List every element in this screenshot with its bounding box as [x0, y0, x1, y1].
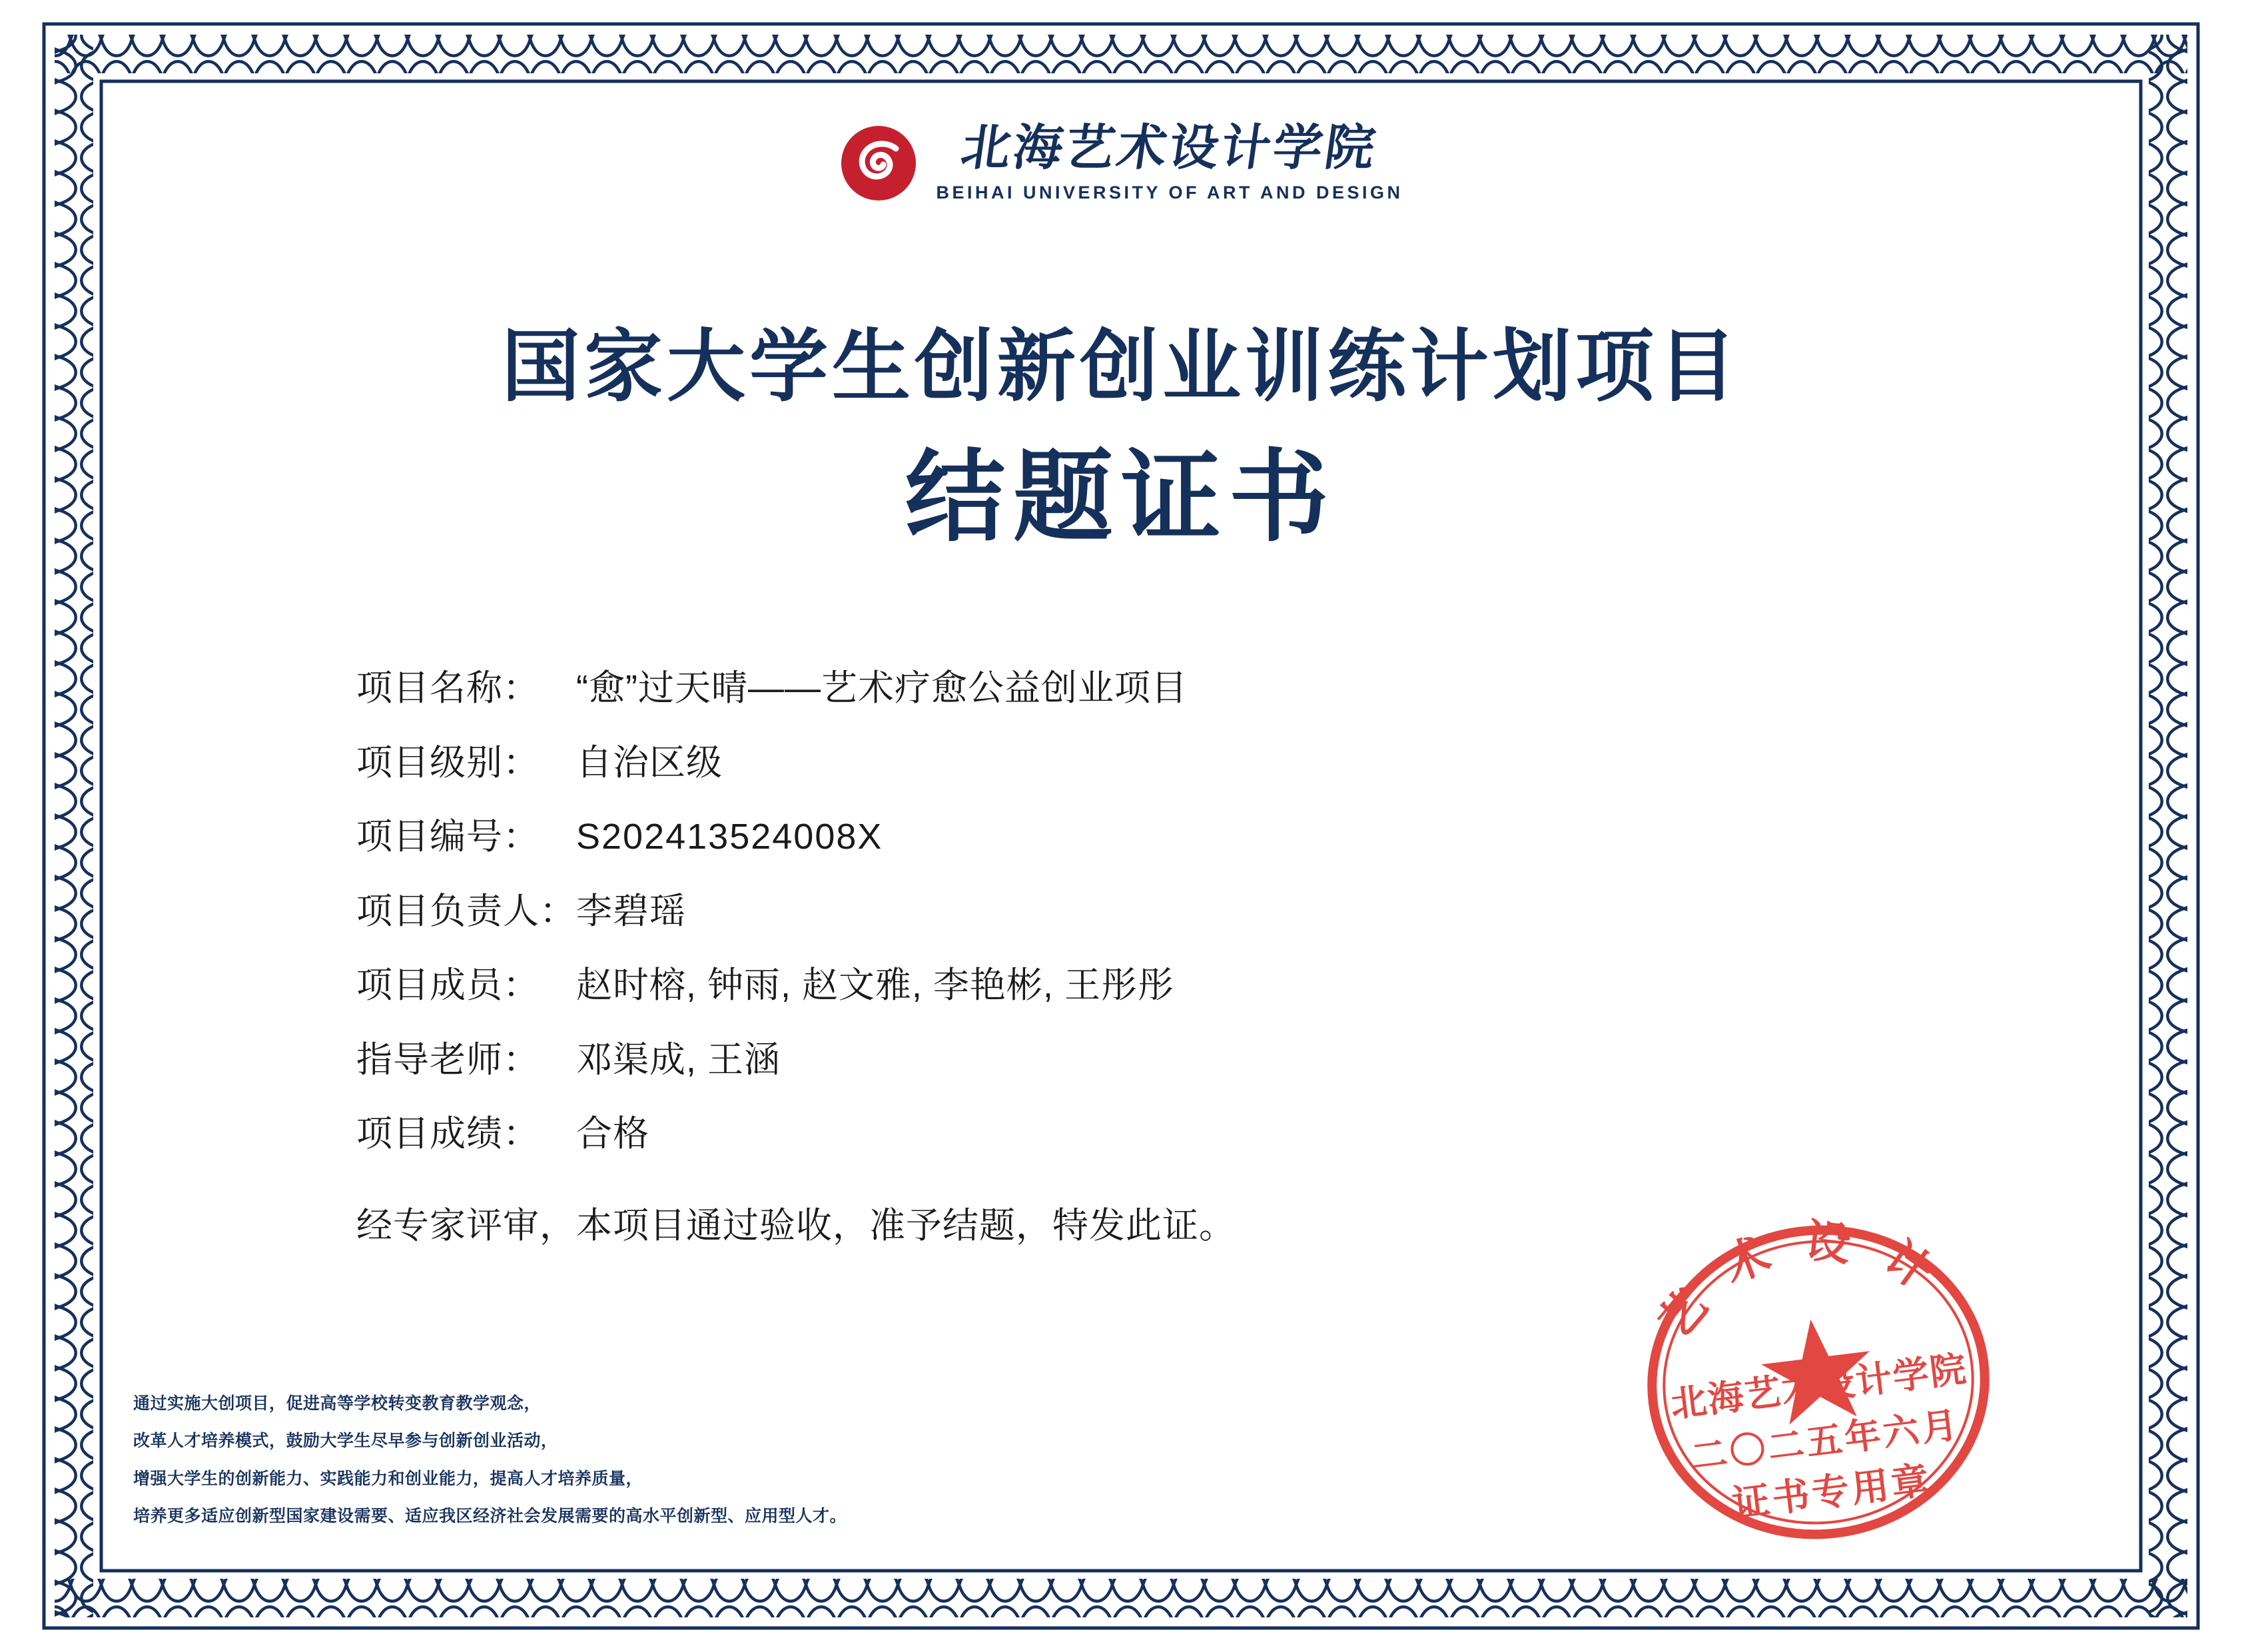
field-label: 项目成绩： — [356, 1114, 540, 1154]
svg-text:艺术设计 — [1640, 1197, 1971, 1352]
field-project-name — [356, 666, 1822, 711]
institution-name-en: BEIHAI UNIVERSITY OF ART AND DESIGN — [936, 182, 1403, 203]
footer-note-line-4: 培养更多适应创新型国家建设需要、适应我区经济社会发展需要的高水平创新型、应用型人才。 — [133, 1507, 847, 1525]
institution-header — [0, 123, 2242, 206]
institution-name-cn: 北海艺术设计学院 — [958, 121, 1381, 176]
official-seal — [1591, 1168, 2047, 1595]
field-value: 赵时榕, 钟雨, 赵文雅, 李艳彬, 王彤彤 — [576, 965, 1175, 1005]
field-value: 合格 — [576, 1114, 649, 1154]
field-value: S202413524008X — [576, 817, 883, 857]
field-advisors — [356, 1038, 1822, 1083]
seal-arc-text: 艺术设计 — [1649, 1215, 1966, 1348]
certificate-statement: 经专家评审，本项目通过验收，准予结题，特发此证。 — [356, 1205, 1236, 1246]
field-project-number — [356, 815, 1822, 860]
seal-center-text: 北海艺术设计学院 — [1668, 1348, 1970, 1426]
certificate-title-sub: 结题证书 — [905, 443, 1337, 554]
field-label: 项目编号： — [356, 817, 540, 857]
field-project-level — [356, 741, 1822, 786]
field-label: 项目负责人： — [356, 891, 576, 931]
footer-note-line-1: 通过实施大创项目，促进高等学校转变教育教学观念， — [133, 1395, 542, 1413]
seal-bottom-text: 证书专用章 — [1730, 1459, 1934, 1525]
field-label: 项目成员： — [356, 965, 540, 1005]
seal-date-text: 二〇二五年六月 — [1688, 1404, 1962, 1477]
field-label: 项目名称： — [356, 668, 540, 708]
certificate-title-main: 国家大学生创新创业训练计划项目 — [501, 324, 1740, 411]
footer-note-line-3: 增强大学生的创新能力、实践能力和创业能力，提高人才培养质量， — [133, 1469, 643, 1488]
footer-note-line-2: 改革人才培养模式，鼓励大学生尽早参与创新创业活动， — [133, 1432, 558, 1451]
footer-note — [133, 1386, 1266, 1535]
field-project-leader — [356, 889, 1822, 935]
field-value: 李碧瑶 — [576, 891, 686, 931]
field-project-members — [356, 963, 1822, 1009]
field-value: “愈”过天晴——艺术疗愈公益创业项目 — [576, 668, 1188, 708]
field-value: 自治区级 — [576, 742, 723, 783]
field-project-grade — [356, 1112, 1822, 1157]
field-value: 邓渠成, 王涵 — [576, 1039, 781, 1080]
field-label: 指导老师： — [356, 1039, 540, 1080]
swirl-logo-icon — [839, 123, 919, 203]
field-label: 项目级别： — [356, 742, 540, 783]
certificate-fields — [356, 666, 1822, 1248]
